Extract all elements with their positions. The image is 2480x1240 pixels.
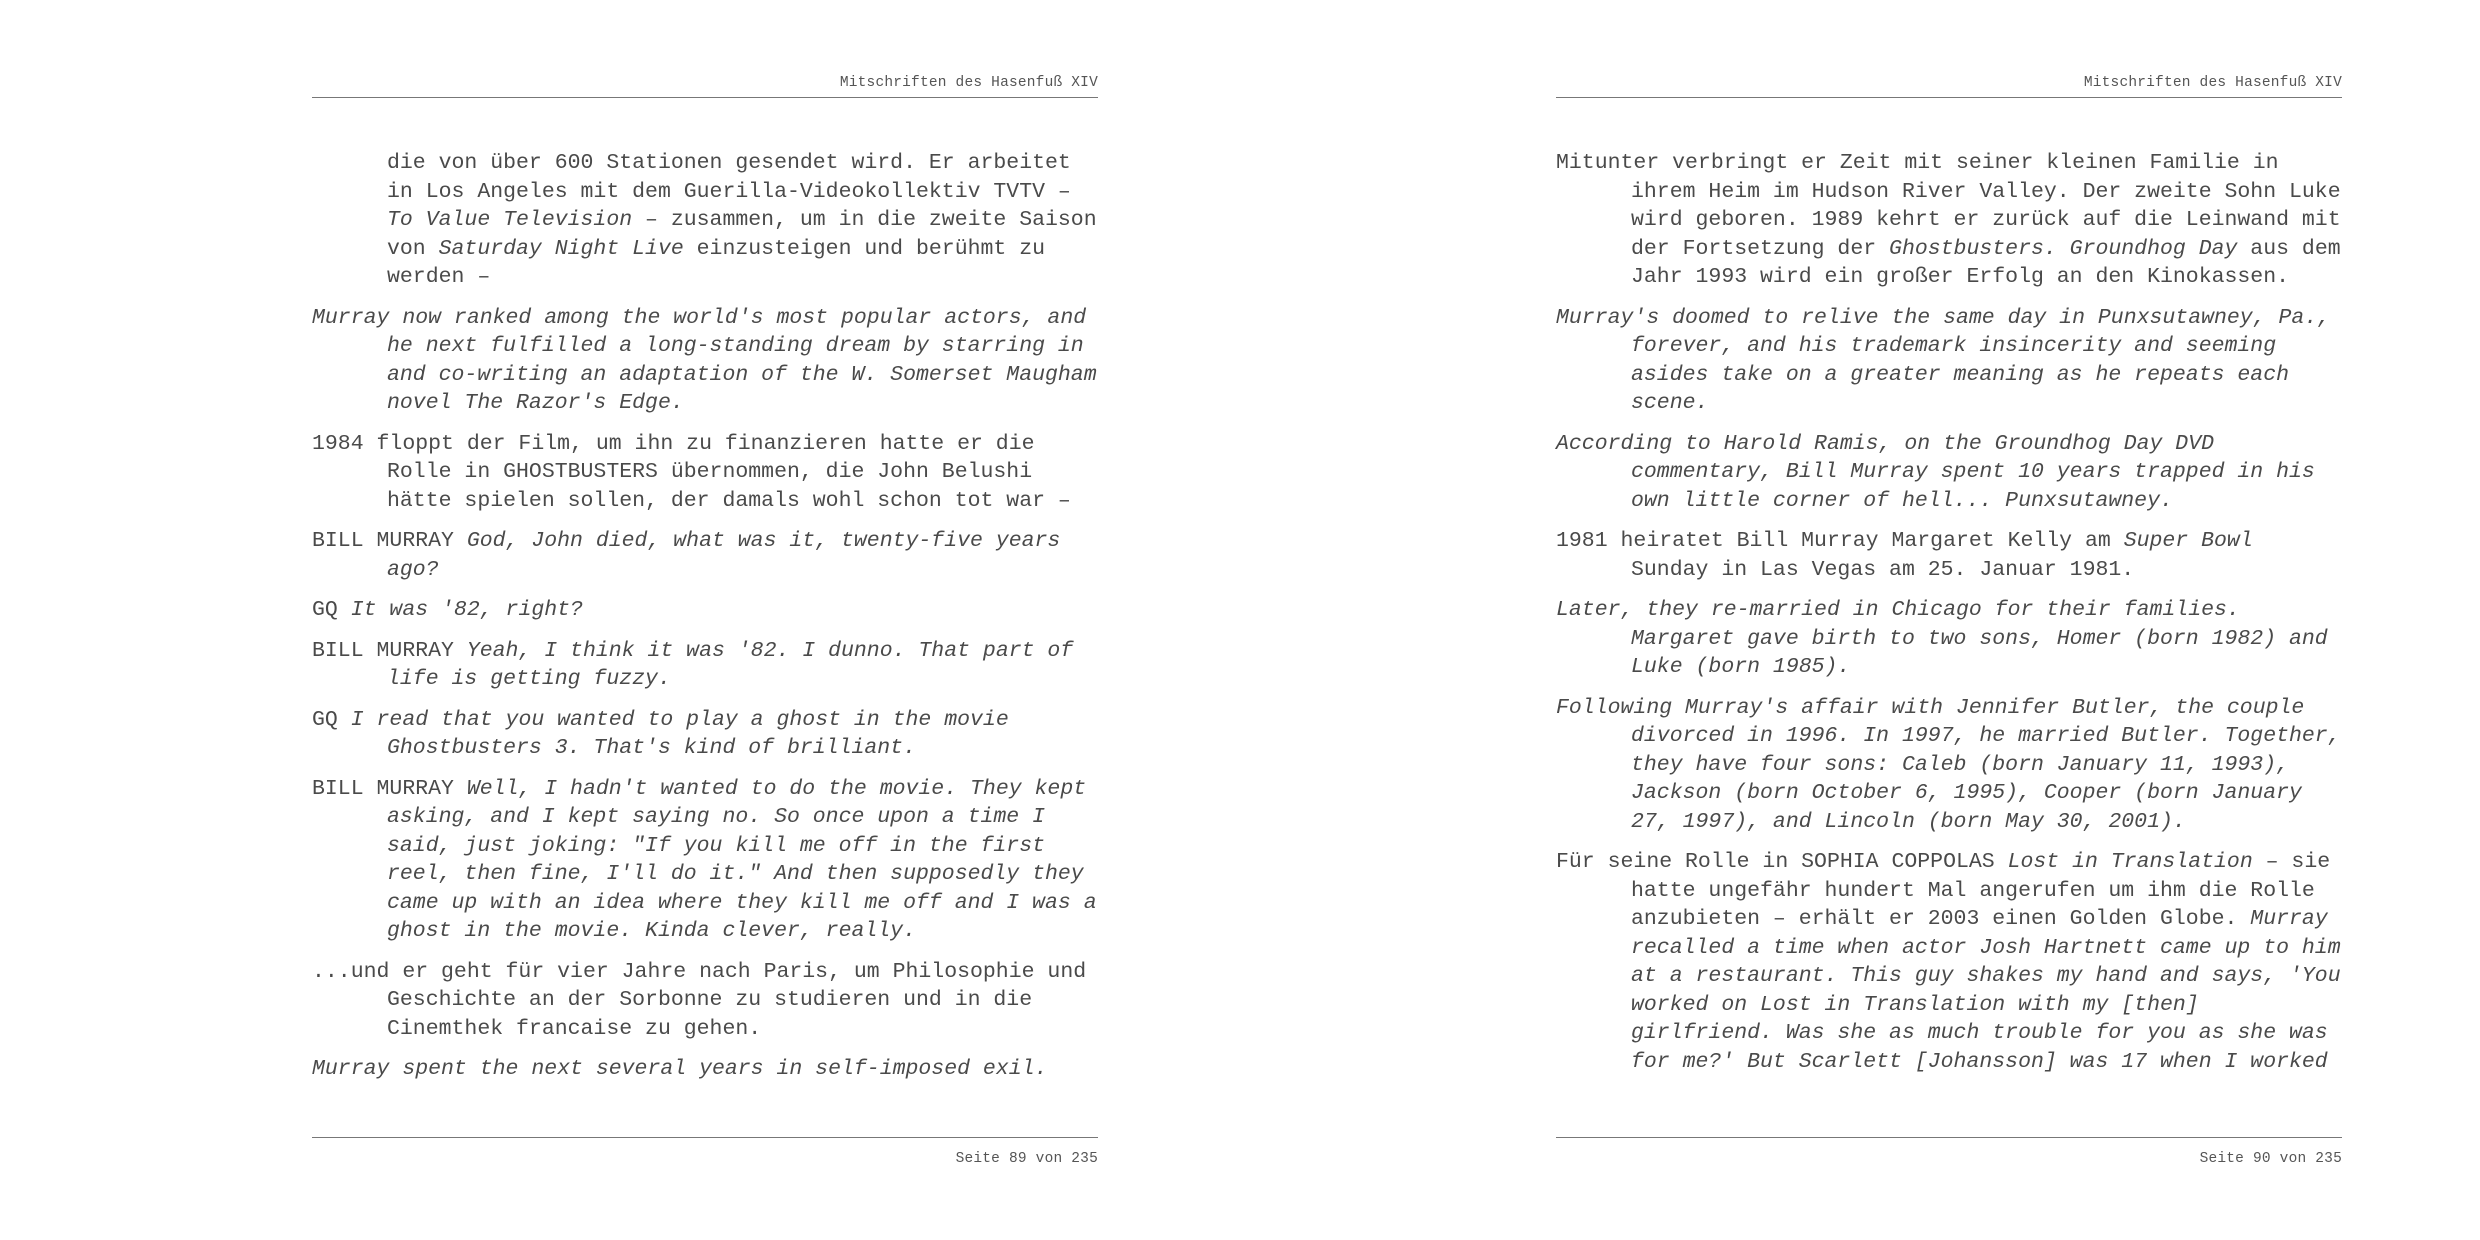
- text-run: 1981 heiratet Bill Murray Margaret Kelly am: [1556, 529, 2124, 553]
- speaker-label: BILL MURRAY: [312, 529, 467, 553]
- page-body: [1556, 149, 2342, 1088]
- paragraph: [1556, 848, 2342, 1076]
- paragraph: ...und er geht für vier Jahre nach Paris, um Philosophie und Geschichte an der Sorbonne zu studieren und in die Cinemthek francaise zu gehen.: [312, 959, 1087, 1041]
- text-run: Mitunter verbringt er Zeit mit seiner kleinen Familie in ihrem Heim im Hudson River Valley. Der zweite Sohn Luke wird geboren. 1989 kehrt er zurück auf die Leinwand mit der Fortsetzung der: [1556, 151, 2341, 261]
- footer-rule: [1556, 1137, 2342, 1138]
- quote-paragraph: Following Murray's affair with Jennifer Butler, the couple divorced in 1996. In 1997, he married Butler. Together, they have four sons: Caleb (born January 11, 1993), Jackson (born October 6, 1995), Cooper (born January 27, 1997), and Lincoln (born May 30, 2001).: [1556, 695, 2341, 834]
- text-run-italic: Ghostbusters. Groundhog Day: [1889, 236, 2238, 261]
- left-page: [312, 0, 1098, 1240]
- header-rule: [1556, 97, 2342, 98]
- speaker-label: GQ: [312, 598, 351, 622]
- dialogue-line: [312, 637, 1098, 694]
- text-run: – zusammen, um in die zweite Saison von: [387, 208, 1097, 261]
- speaker-label: GQ: [312, 707, 351, 732]
- dialogue-line: [312, 527, 1098, 584]
- dialogue-text: Yeah, I think it was '82. I dunno. That part of life is getting fuzzy.: [387, 638, 1074, 691]
- dialogue-line: [312, 775, 1098, 946]
- text-run: Sunday in Las Vegas am 25. Januar 1981.: [1631, 557, 2135, 582]
- text-run-italic: Saturday Night Live: [438, 236, 684, 261]
- text-run: die von über 600 Stationen gesendet wird. Er arbeitet in Los Angeles mit dem Guerilla-Videokollektiv TVTV –: [387, 151, 1071, 204]
- text-run-italic: To Value Television: [387, 208, 633, 232]
- speaker-label: BILL MURRAY: [312, 776, 467, 801]
- dialogue-text: God, John died, what was it, twenty-five years ago?: [387, 529, 1061, 582]
- dialogue-line: [312, 596, 1098, 625]
- dialogue-line: [312, 706, 1098, 763]
- speaker-label: BILL MURRAY: [312, 638, 467, 663]
- quote-paragraph: Murray now ranked among the world's most popular actors, and he next fulfilled a long-standing dream by starring in and co-writing an adaptation of the W. Somerset Maugham novel The Razor's Edge.: [312, 305, 1097, 415]
- quote-paragraph: Murray's doomed to relive the same day in Punxsutawney, Pa., forever, and his trademark insincerity and seeming asides take on a greater meaning as he repeats each scene.: [1556, 305, 2331, 415]
- right-page: [1556, 0, 2342, 1240]
- dialogue-text: It was '82, right?: [350, 598, 583, 622]
- dialogue-text: Well, I hadn't wanted to do the movie. They kept asking, and I kept saying no. So once upon a time I said, just joking: "If you kill me off in the first reel, then fine, I'll do it." And then supposedly they came up with an idea where they kill me off and I was a ghost in the movie. Kinda clever, really.: [387, 776, 1097, 943]
- running-header: Mitschriften des Hasenfuß XIV: [2083, 75, 2342, 91]
- text-run-italic: Lost in Translation: [2007, 850, 2253, 874]
- page-body: [312, 149, 1098, 1096]
- running-header: Mitschriften des Hasenfuß XIV: [839, 75, 1098, 91]
- paragraph: 1984 floppt der Film, um ihn zu finanzieren hatte er die Rolle in GHOSTBUSTERS übernommen, die John Belushi hätte spielen sollen, der damals wohl schon tot war –: [312, 431, 1071, 513]
- header-rule: [312, 97, 1098, 98]
- text-run: einzusteigen und berühmt zu werden –: [387, 236, 1046, 289]
- paragraph: [312, 149, 1098, 292]
- page-number: Seite 89 von 235: [955, 1151, 1098, 1167]
- page-number: Seite 90 von 235: [2199, 1151, 2342, 1167]
- text-run: Für seine Rolle in SOPHIA COPPOLAS: [1556, 850, 2008, 874]
- footer-rule: [312, 1137, 1098, 1138]
- dialogue-text: I read that you wanted to play a ghost in the movie Ghostbusters 3. That's kind of brilliant.: [350, 707, 1009, 760]
- text-run-italic: Murray recalled a time when actor Josh Hartnett came up to him at a restaurant. This guy shakes my hand and says, 'You worked on Lost in Translation with my [then] girlfriend. Was she as much trouble for you as she was for me?' But Scarlett [Johansson] was 17 when I worked: [1631, 907, 2341, 1074]
- text-run: aus dem Jahr 1993 wird ein großer Erfolg an den Kinokassen.: [1631, 236, 2341, 289]
- paragraph: [1556, 149, 2342, 292]
- paragraph: [1556, 527, 2342, 584]
- quote-paragraph: Murray spent the next several years in self-imposed exil.: [312, 1057, 1048, 1081]
- quote-paragraph: According to Harold Ramis, on the Groundhog Day DVD commentary, Bill Murray spent 10 years trapped in his own little corner of hell... Punxsutawney.: [1556, 431, 2315, 513]
- text-run: – sie hatte ungefähr hundert Mal angerufen um ihm die Rolle anzubieten – erhält er 2003 einen Golden Globe.: [1631, 850, 2331, 931]
- text-run-italic: Super Bowl: [2123, 529, 2253, 553]
- quote-paragraph: Later, they re-married in Chicago for their families. Margaret gave birth to two sons, Homer (born 1982) and Luke (born 1985).: [1556, 598, 2328, 679]
